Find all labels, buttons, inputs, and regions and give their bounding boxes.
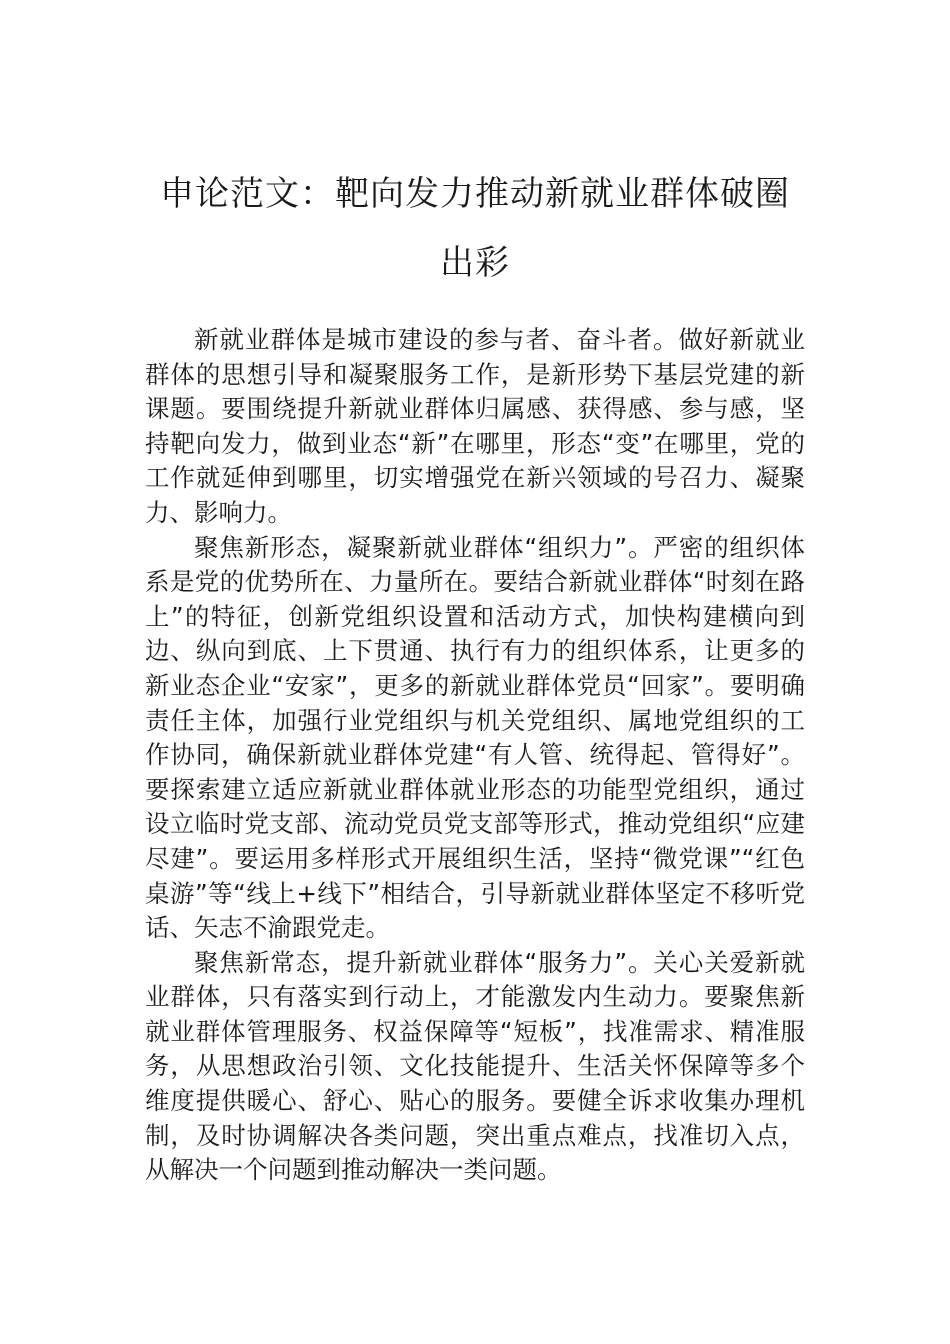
document-title-line-1: 申论范文：靶向发力推动新就业群体破圈	[160, 174, 790, 214]
paragraph: 新就业群体是城市建设的参与者、奋斗者。做好新就业群体的思想引导和凝聚服务工作，是新形势下基层党建的新课题。要围绕提升新就业群体归属感、获得感、参与感，坚持靶向发力，做到业态“新”在哪里，形态“变”在哪里，党的工作就延伸到哪里，切实增强党在新兴领域的号召力、凝聚力、影响力。	[145, 325, 805, 527]
paragraph: 聚焦新常态，提升新就业群体“服务力”。关心关爱新就业群体，只有落实到行动上，才能激发内生动力。要聚焦新就业群体管理服务、权益保障等“短板”，找准需求、精准服务，从思想政治引领、文化技能提升、生活关怀保障等多个维度提供暖心、舒心、贴心的服务。要健全诉求收集办理机制，及时协调解决各类问题，突出重点难点，找准切入点，从解决一个问题到推动解决一类问题。	[145, 947, 805, 1185]
document-title-line-2: 出彩	[440, 243, 510, 283]
paragraph: 聚焦新形态，凝聚新就业群体“组织力”。严密的组织体系是党的优势所在、力量所在。要结合新就业群体“时刻在路上”的特征，创新党组织设置和活动方式，加快构建横向到边、纵向到底、上下贯通、执行有力的组织体系，让更多的新业态企业“安家”，更多的新就业群体党员“回家”。要明确责任主体，加强行业党组织与机关党组织、属地党组织的工作协同，确保新就业群体党建“有人管、统得起、管得好”。要探索建立适应新就业群体就业形态的功能型党组织，通过设立临时党支部、流动党员党支部等形式，推动党组织“应建尽建”。要运用多样形式开展组织生活，坚持“微党课”“红色桌游”等“线上+线下”相结合，引导新就业群体坚定不移听党话、矢志不渝跟党走。	[145, 532, 805, 943]
document-body	[145, 323, 805, 1188]
